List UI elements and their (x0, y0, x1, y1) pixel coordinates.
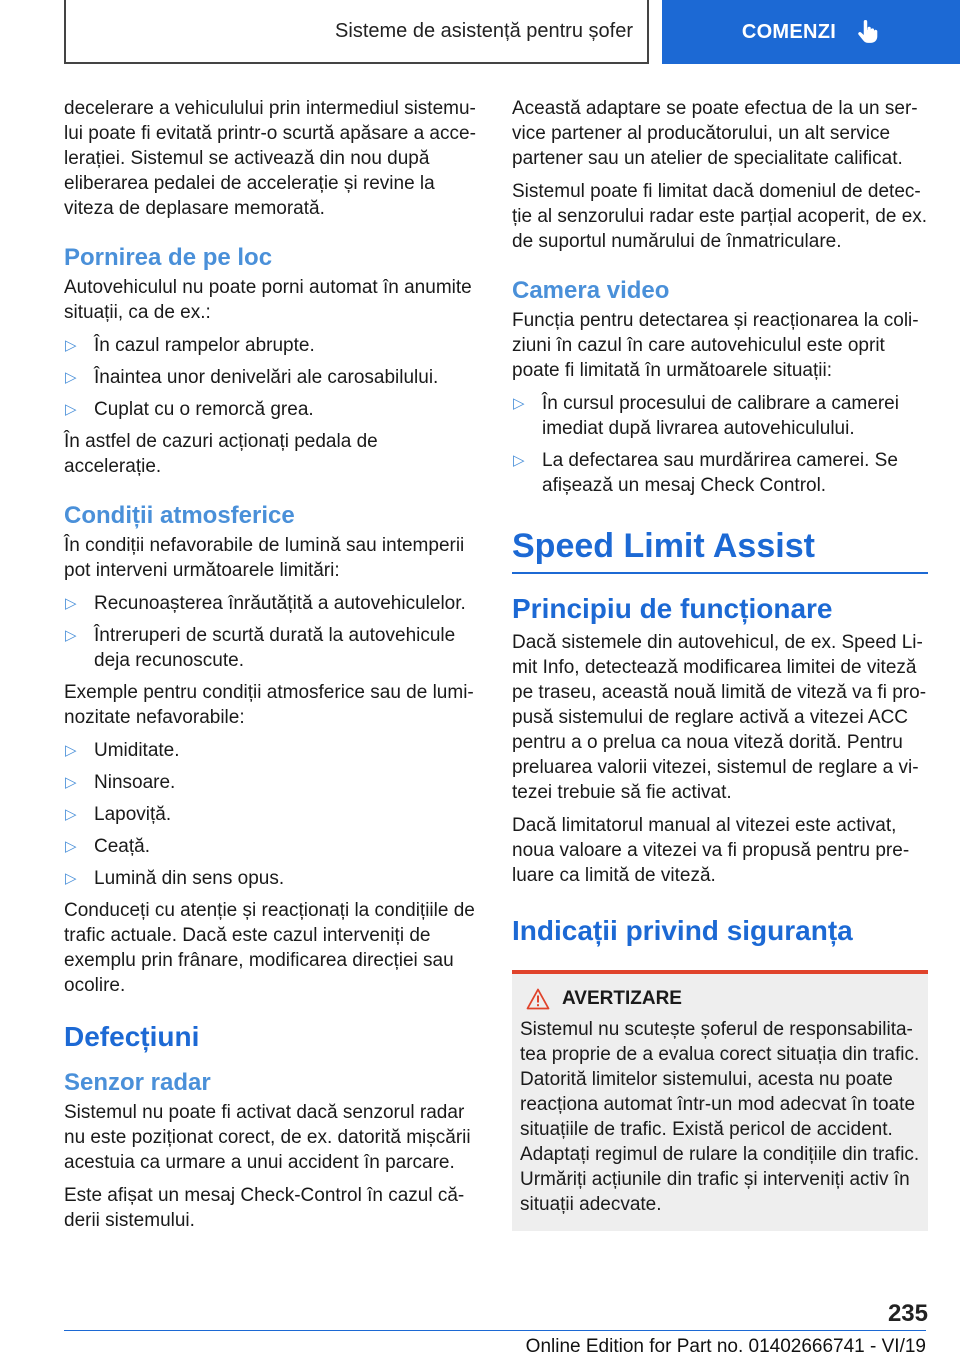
triangle-bullet-icon: ▷ (65, 337, 77, 354)
list-item: ▷ Lumină din sens opus. (65, 868, 285, 889)
heading-principiu: Principiu de funcționare (512, 593, 833, 624)
paragraph: În astfel de cazuri acționați pedala de accelerație. (64, 431, 378, 477)
tab-comenzi[interactable] (662, 0, 960, 64)
triangle-bullet-icon: ▷ (65, 806, 77, 823)
footer-divider (64, 1330, 926, 1331)
list-item: ▷ Lapoviță. (65, 804, 172, 825)
list-item: ▷ Ceață. (65, 836, 150, 857)
bullet-list (512, 391, 928, 498)
warning-text: Sistemul nu scutește șoferul de responsabilitatea proprie de a evalua corect situația din trafic. Datorită limitelor sistemului, acesta nu poate reacționa automat într-un mod adecvat în toate situațiile de trafic. Există pericol de accident. Adaptați regimul de rulare la condițiile din trafic. Urmăriți acțiunile din trafic și interveniți activ în situații adecvate. (520, 1019, 920, 1215)
section-title: Sisteme de asistență pentru șofer (335, 19, 633, 42)
list-item: ▷ La defectarea sau murdărirea camerei. Se afișează un mesaj Check Control. (513, 450, 898, 496)
paragraph: Dacă sistemele din autovehicul, de ex. Speed Limit Info, detectează modificarea limitei de viteză pe traseu, această nouă limită de viteză va fi propusă sistemului de reglare activă a vitezei ACC pentru a o prelua ca noua viteză dorită. Pentru preluarea valorii vitezei, sistemul de reglare a vitezei trebuie să fie activat. (512, 632, 927, 803)
warning-triangle-icon (526, 988, 550, 1010)
triangle-bullet-icon: ▷ (65, 627, 77, 644)
warning-header (520, 986, 920, 1011)
bullet-list (64, 738, 478, 891)
triangle-bullet-icon: ▷ (513, 452, 525, 469)
triangle-bullet-icon: ▷ (65, 774, 77, 791)
triangle-bullet-icon: ▷ (65, 595, 77, 612)
footer-edition: Online Edition for Part no. 01402666741 - VI/19 (525, 1336, 926, 1357)
page-number: 235 (887, 1300, 928, 1327)
list-item: ▷ Recunoașterea înrăutățită a autovehiculelor. (65, 593, 466, 614)
paragraph: Exemple pentru condiții atmosferice sau de luminozitate nefavorabile: (64, 682, 474, 728)
heading-camera-video: Camera video (512, 277, 670, 304)
hand-pointer-icon (854, 19, 880, 45)
right-column (512, 96, 928, 1231)
list-item: ▷ Ninsoare. (65, 772, 176, 793)
list-item: ▷ În cazul rampelor abrupte. (65, 335, 315, 356)
list-item: ▷ Umiditate. (65, 740, 180, 761)
tab-label: COMENZI (741, 20, 837, 43)
paragraph: Sistemul nu poate fi activat dacă senzorul radar nu este poziționat corect, de ex. datorită mișcării acestuia ca urmare a unui accident în parcare. (64, 1102, 471, 1173)
paragraph: Autovehiculul nu poate porni automat în anumite situații, ca de ex.: (64, 277, 472, 323)
triangle-bullet-icon: ▷ (65, 838, 77, 855)
paragraph: Conduceți cu atenție și reacționați la condițiile de trafic actuale. Dacă este cazul interveniți de exemplu prin frânare, modificarea direcției sau ocolire. (64, 900, 475, 996)
heading-defectiuni: Defecțiuni (64, 1021, 200, 1052)
intro-paragraph: decelerare a vehiculului prin intermediul sistemului poate fi evitată printr-o scurtă apăsare a accelerației. Sistemul se activează din nou după eliberarea pedalei de accelerație și revine la viteza de deplasare memorată. (64, 98, 476, 219)
paragraph: Este afișat un mesaj Check-Control în cazul căderii sistemului. (64, 1185, 465, 1231)
warning-label: AVERTIZARE (562, 988, 682, 1009)
paragraph: Dacă limitatorul manual al vitezei este activat, noua valoare a vitezei va fi propusă pentru preluare ca limită de viteză. (512, 815, 910, 886)
bullet-list (64, 591, 478, 673)
list-item: ▷ În cursul procesului de calibrare a camerei imediat după livrarea autovehiculului. (513, 393, 899, 439)
section-title-box (64, 0, 649, 64)
list-item: ▷ Înaintea unor denivelări ale carosabilului. (65, 367, 439, 388)
paragraph: Această adaptare se poate efectua de la un service partener al producătorului, un alt service partener sau un atelier de specialitate calificat. (512, 98, 918, 169)
triangle-bullet-icon: ▷ (65, 401, 77, 418)
warning-box (512, 970, 928, 1231)
list-item: ▷ Cuplat cu o remorcă grea. (65, 399, 314, 420)
triangle-bullet-icon: ▷ (513, 395, 525, 412)
heading-conditii-atmosferice: Condiții atmosferice (64, 502, 295, 529)
heading-pornirea: Pornirea de pe loc (64, 244, 273, 271)
page-header (0, 0, 960, 66)
heading-speed-limit-assist: Speed Limit Assist (512, 526, 928, 574)
heading-senzor-radar: Senzor radar (64, 1069, 211, 1096)
left-column (64, 96, 478, 1241)
paragraph: Funcția pentru detectarea și reacționarea la coliziuni în cazul în care autovehiculul este oprit poate fi limitată în următoarele situații: (512, 310, 919, 381)
bullet-list (64, 333, 478, 422)
triangle-bullet-icon: ▷ (65, 870, 77, 887)
triangle-bullet-icon: ▷ (65, 369, 77, 386)
heading-indicatii-siguranta: Indicații privind siguranța (512, 915, 853, 946)
list-item: ▷ Întreruperi de scurtă durată la autovehicule deja recunoscute. (65, 625, 456, 671)
triangle-bullet-icon: ▷ (65, 742, 77, 759)
paragraph: Sistemul poate fi limitat dacă domeniul de detecție al senzorului radar este parțial acoperit, de ex. de suportul numărului de înmatriculare. (512, 181, 928, 252)
paragraph: În condiții nefavorabile de lumină sau intemperii pot interveni următoarele limitări: (64, 535, 465, 581)
